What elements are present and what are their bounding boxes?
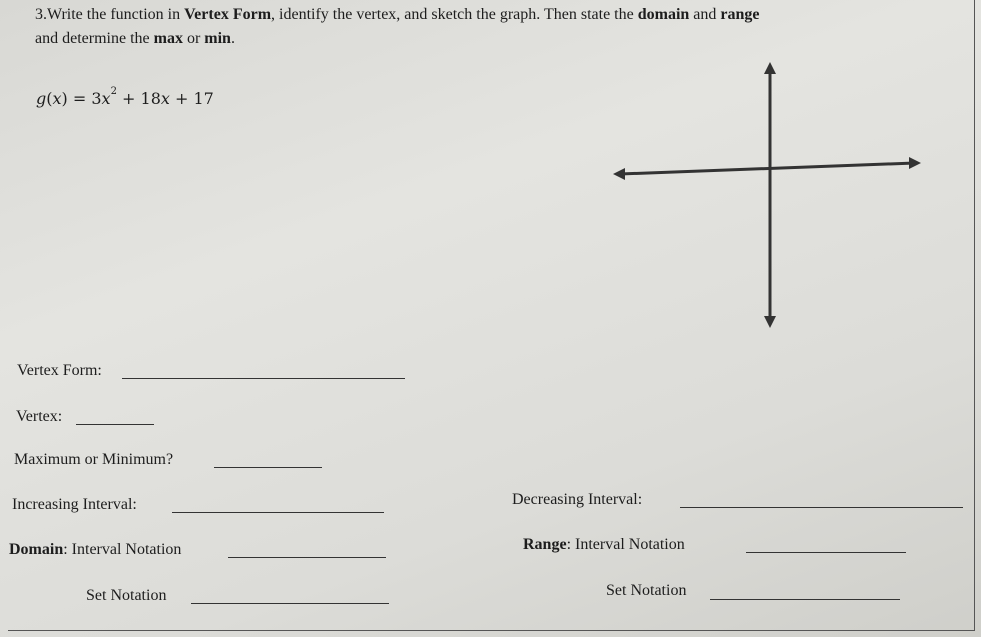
prompt-text: . xyxy=(230,30,235,47)
function-variable: x xyxy=(160,89,170,108)
prompt-bold-max: max xyxy=(153,30,183,47)
vertex-form-label: Vertex Form: xyxy=(17,362,102,379)
range-label xyxy=(523,536,685,554)
prompt-text: Write the function in xyxy=(47,6,185,23)
max-min-answer-line[interactable] xyxy=(214,467,322,468)
decreasing-interval-answer-line[interactable] xyxy=(680,507,963,508)
prompt-bold-min: min xyxy=(204,30,231,47)
y-axis-top-arrow-icon xyxy=(764,62,776,74)
prompt-bold-domain: domain xyxy=(637,6,690,23)
decreasing-interval-label: Decreasing Interval: xyxy=(512,491,643,508)
range-set-notation-answer-line[interactable] xyxy=(710,599,900,600)
prompt-bold-vertex-form: Vertex Form xyxy=(184,6,272,23)
max-min-label: Maximum or Minimum? xyxy=(14,451,174,468)
range-label-rest: : Interval Notation xyxy=(566,536,685,553)
prompt-text: , identify the vertex, and sketch the graph. Then state the xyxy=(271,6,638,23)
domain-label-rest: : Interval Notation xyxy=(63,541,182,558)
range-interval-answer-line[interactable] xyxy=(746,552,906,553)
function-name: g xyxy=(36,89,47,108)
function-equation: $g(x) = 3x^2 + 18x + 17$ xyxy=(36,86,214,108)
domain-set-notation-label: Set Notation xyxy=(86,587,167,604)
vertex-label: Vertex: xyxy=(16,408,63,425)
question-prompt xyxy=(35,3,935,51)
prompt-text: or xyxy=(182,30,205,47)
x-axis-left-arrow-icon xyxy=(613,168,625,180)
coordinate-axes[interactable] xyxy=(610,60,930,335)
x-axis xyxy=(620,163,915,174)
function-exponent: 2 xyxy=(110,86,117,97)
x-axis-right-arrow-icon xyxy=(909,157,921,169)
function-term: = 3 xyxy=(67,89,102,108)
domain-set-notation-answer-line[interactable] xyxy=(191,603,389,604)
prompt-text: and xyxy=(689,6,721,23)
domain-interval-answer-line[interactable] xyxy=(228,557,386,558)
increasing-interval-label: Increasing Interval: xyxy=(12,496,137,513)
function-term: + 17 xyxy=(169,89,214,108)
y-axis-bottom-arrow-icon xyxy=(764,316,776,328)
increasing-interval-answer-line[interactable] xyxy=(172,512,384,513)
function-term: + 18 xyxy=(116,89,161,108)
domain-label xyxy=(9,541,181,559)
vertex-form-answer-line[interactable] xyxy=(122,378,405,379)
question-number: 3. xyxy=(35,6,47,23)
range-label-bold: Range xyxy=(523,536,567,553)
prompt-text: and determine the xyxy=(35,30,154,47)
prompt-bold-range: range xyxy=(720,6,760,23)
domain-label-bold: Domain xyxy=(9,541,64,558)
range-set-notation-label: Set Notation xyxy=(606,582,687,599)
function-variable: x xyxy=(101,89,111,108)
vertex-answer-line[interactable] xyxy=(76,424,154,425)
function-variable: x xyxy=(52,89,62,108)
